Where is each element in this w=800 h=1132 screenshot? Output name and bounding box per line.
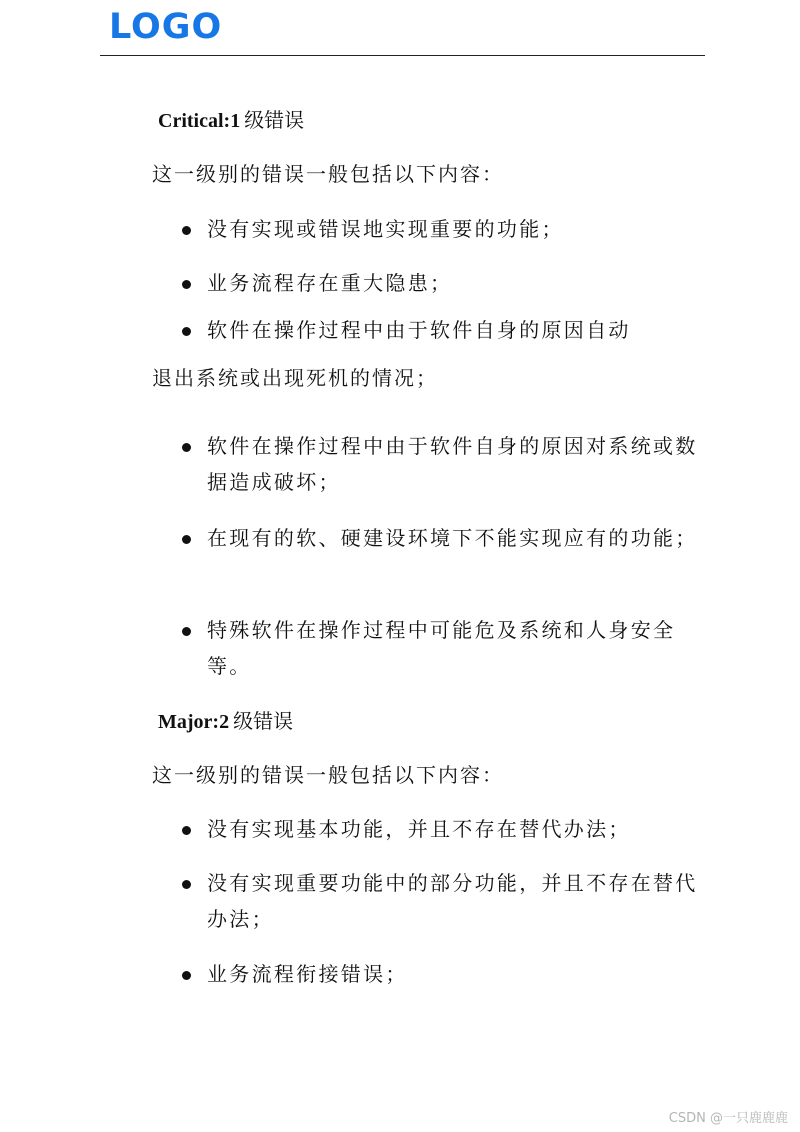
bullet-icon	[182, 826, 191, 835]
list-item-text: 业务流程衔接错误；	[207, 962, 408, 986]
heading-level-label: Critical:1	[158, 110, 241, 132]
logo: LOGO	[109, 7, 223, 47]
list-item	[182, 428, 702, 500]
list-item	[182, 265, 702, 301]
list-item	[182, 211, 702, 247]
heading-title: 级错误	[233, 709, 294, 733]
list-item-text: 没有实现基本功能，并且不存在替代办法；	[207, 817, 631, 841]
list-item	[182, 865, 702, 937]
section-intro: 这一级别的错误一般包括以下内容：	[152, 162, 504, 186]
watermark: CSDN @一只鹿鹿鹿	[668, 1111, 788, 1126]
list-item-text: 在现有的软、硬建设环境下不能实现应有的功能；	[207, 526, 698, 550]
list-item	[182, 612, 702, 684]
bullet-icon	[182, 627, 191, 636]
bullet-icon	[182, 971, 191, 980]
list-item-text: 业务流程存在重大隐患；	[207, 271, 453, 295]
list-item-text: 没有实现重要功能中的部分功能，并且不存在替代办法；	[207, 871, 698, 931]
header-divider	[100, 55, 705, 56]
list-item-text: 没有实现或错误地实现重要的功能；	[207, 217, 564, 241]
heading-title: 级错误	[244, 108, 305, 132]
list-item-text: 软件在操作过程中由于软件自身的原因自动	[207, 318, 631, 342]
list-item	[182, 956, 702, 992]
bullet-icon	[182, 327, 191, 336]
list-item-text: 特殊软件在操作过程中可能危及系统和人身安全等。	[207, 618, 676, 678]
list-item	[182, 811, 702, 847]
bullet-icon	[182, 880, 191, 889]
section-heading-major	[158, 709, 293, 734]
section-intro: 这一级别的错误一般包括以下内容：	[152, 763, 504, 787]
bullet-icon	[182, 443, 191, 452]
bullet-icon	[182, 535, 191, 544]
bullet-icon	[182, 226, 191, 235]
list-item	[182, 312, 702, 348]
bullet-icon	[182, 280, 191, 289]
list-item	[182, 520, 702, 556]
list-item-continuation: 退出系统或出现死机的情况；	[152, 366, 438, 390]
heading-level-label: Major:2	[158, 711, 230, 733]
list-item-text: 软件在操作过程中由于软件自身的原因对系统或数据造成破坏；	[207, 434, 698, 494]
section-heading-critical	[158, 108, 304, 133]
